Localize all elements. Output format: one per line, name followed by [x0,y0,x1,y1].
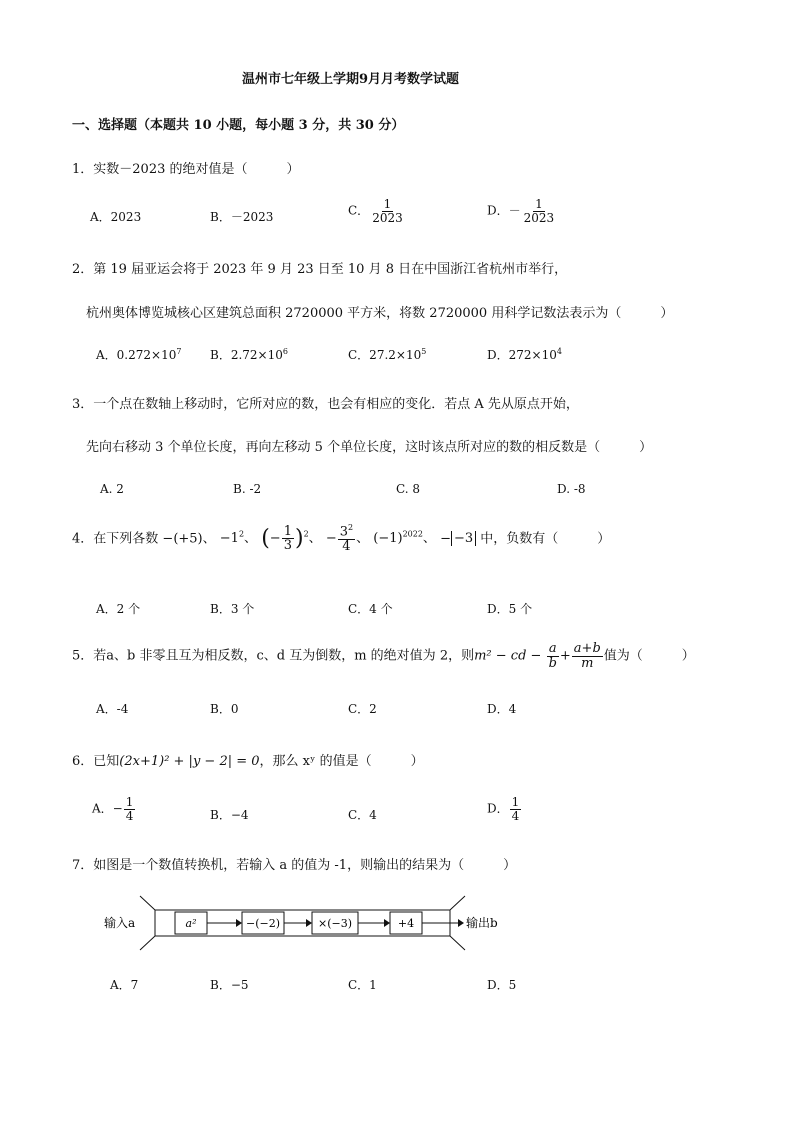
term-base: −1 [219,531,239,547]
q4-option-c[interactable]: C．4 个 [348,602,393,616]
conversion-machine-diagram [100,888,520,958]
fraction-numerator: a+b [573,641,601,656]
output-label: 输出b [466,916,498,930]
exponent: 2 [348,523,354,532]
frame-bottom [140,936,465,950]
arrowhead-3 [384,919,390,927]
base: 3 [339,524,348,540]
q2-option-b[interactable] [210,346,288,363]
question-7-stem: 7．如图是一个数值转换机，若输入 a 的值为 -1，则输出的结果为（ ） [72,858,517,873]
option-text: D．272×10 [487,348,557,362]
question-3-line-1: 3．一个点在数轴上移动时，它所对应的数，也会有相应的变化．若点 A 先从原点开始， [72,397,579,412]
q5-option-a[interactable]: A．-4 [96,702,129,716]
q1-option-a[interactable]: A．2023 [90,210,142,224]
stem-suffix: 值为（ ） [603,648,695,664]
option-text: C．27.2×10 [348,348,422,362]
fraction-numerator: 1 [535,197,543,211]
fraction-denominator: 2023 [372,210,403,225]
term-neg-1-squared [220,531,257,546]
option-prefix: D． [487,801,509,816]
q6-option-b[interactable]: B．−4 [210,808,249,822]
fraction-numerator [338,524,355,540]
term-neg-abs-neg3: − −3 [440,531,476,546]
q2-option-c[interactable] [348,346,426,363]
q7-option-b[interactable]: B．−5 [210,978,249,992]
q5-option-d[interactable]: D．4 [487,702,517,716]
question-1-stem: 1．实数－2023 的绝对值是（ ） [72,162,300,177]
arrowhead-out [458,919,464,927]
fraction-numerator: 1 [283,523,292,539]
exponent: 2 [238,529,245,539]
stem-text: a、b 非零且互为相反数，c、d 互为倒数，m 的绝对值为 2，则 [106,648,475,664]
fraction-denominator: m [581,655,594,671]
fraction-a-over-b [547,642,559,670]
question-4-stem [72,524,610,554]
fraction-denominator: 4 [125,808,134,823]
fraction-numerator: 1 [125,795,134,809]
question-5-stem: 5．若a、b 非零且互为相反数，c、d 互为倒数，m 的绝对值为 2，则m² − cd − $\frac{a}{b}$ + $\frac{a+b}{m}$ 值为（ ） [72,641,695,671]
equation: (2x+1)² + |y − 2| = 0 [119,754,260,769]
stem-prefix: 5．若 [72,648,107,664]
exponent: 5 [421,347,427,356]
q1-option-d[interactable] [487,198,557,224]
input-label: 输入a [104,916,136,930]
separator: 、 [244,531,258,547]
q6-option-d[interactable] [487,796,522,822]
exponent: 6 [282,347,288,356]
option-prefix: A．− [92,801,123,816]
question-6-stem [72,750,424,769]
q7-option-d[interactable]: D．5 [487,978,517,992]
q1-option-b[interactable]: B．－2023 [210,210,274,224]
stem-suffix: ，那么 xʸ 的值是（ ） [259,754,424,769]
box-times-neg3-label: ×(−3) [317,917,353,930]
fraction-numerator: 1 [383,197,392,211]
option-text: A．0.272×10 [96,348,177,362]
fraction-numerator: a [548,641,557,656]
question-2-line-2: 杭州奥体博览城核心区建筑总面积 2720000 平方米，将数 2720000 用科学记数法表示为（ ） [86,306,674,321]
q2-option-a[interactable] [96,346,181,363]
q2-option-d[interactable] [487,346,562,363]
q1-option-c[interactable] [348,198,406,224]
stem-suffix: 中，负数有（ ） [480,531,611,547]
q1-option-c-prefix: C． [348,203,370,218]
frame-top [140,896,465,910]
question-2-line-1: 2．第 19 届亚运会将于 2023 年 9 月 23 日至 10 月 8 日在中国浙江省杭州市举行， [72,262,568,277]
fraction-apb-over-m [572,642,603,670]
absolute-value: −3 [451,531,476,546]
exponent: 2 [303,529,309,539]
box-minus-neg2-label: −(−2) [245,917,281,930]
arrowhead-1 [236,919,242,927]
arrowhead-2 [306,919,312,927]
exponent: 4 [556,347,562,356]
q7-option-c[interactable]: C．1 [348,978,377,992]
q6-option-c[interactable]: C．4 [348,808,377,822]
box-plus4-label: +4 [397,917,415,930]
term-neg-plus-5: −(+5)、 [162,531,216,547]
exponent: 2022 [402,529,423,539]
q3-option-b[interactable]: B. -2 [233,482,262,496]
option-text: B．2.72×10 [210,348,283,362]
term-neg-3sq-over-4: − $\frac{3^2}{4}$ 、 [325,523,370,554]
term-neg-one-third-squared: (− $\frac{1}{3}$ )$^2$、 [261,523,322,554]
base: (−1) [373,531,403,547]
q3-option-d[interactable]: D. -8 [557,482,586,496]
q3-option-a[interactable]: A. 2 [100,482,124,496]
fraction-denominator: 4 [511,808,520,823]
fraction-denominator: 4 [342,538,351,554]
term-neg1-pow-2022: $(-1)^{2022}$、 [373,529,436,547]
q1-option-d-fraction [522,198,557,224]
fraction-denominator: b [548,655,557,671]
q5-option-b[interactable]: B．0 [210,702,239,716]
q7-option-a[interactable]: A．7 [110,978,139,992]
section-heading: 一、选择题（本题共 10 小题，每小题 3 分，共 30 分） [72,118,405,133]
q4-option-b[interactable]: B．3 个 [210,602,255,616]
fraction-denominator: 2023 [523,210,555,225]
q4-option-a[interactable]: A．2 个 [96,602,141,616]
q3-option-c[interactable]: C. 8 [396,482,421,496]
q1-option-d-prefix: D．－ [487,203,521,218]
question-3-line-2: 先向右移动 3 个单位长度，再向左移动 5 个单位长度，这时该点所对应的数的相反数是（ ） [86,440,653,455]
stem-prefix: 6．已知 [72,754,120,769]
box-square-label: a² [185,917,197,930]
page-title: 温州市七年级上学期9月月考数学试题 [242,72,460,87]
exponent: 7 [176,347,182,356]
q5-option-c[interactable]: C．2 [348,702,377,716]
stem-prefix: 4．在下列各数 [72,531,159,547]
fraction-denominator: 3 [283,538,292,554]
q1-option-c-fraction [370,198,405,224]
q6-option-a[interactable] [92,796,136,822]
q4-option-d[interactable]: D．5 个 [487,602,533,616]
expression: m² − cd − [474,648,542,664]
fraction-numerator: 1 [511,795,520,809]
